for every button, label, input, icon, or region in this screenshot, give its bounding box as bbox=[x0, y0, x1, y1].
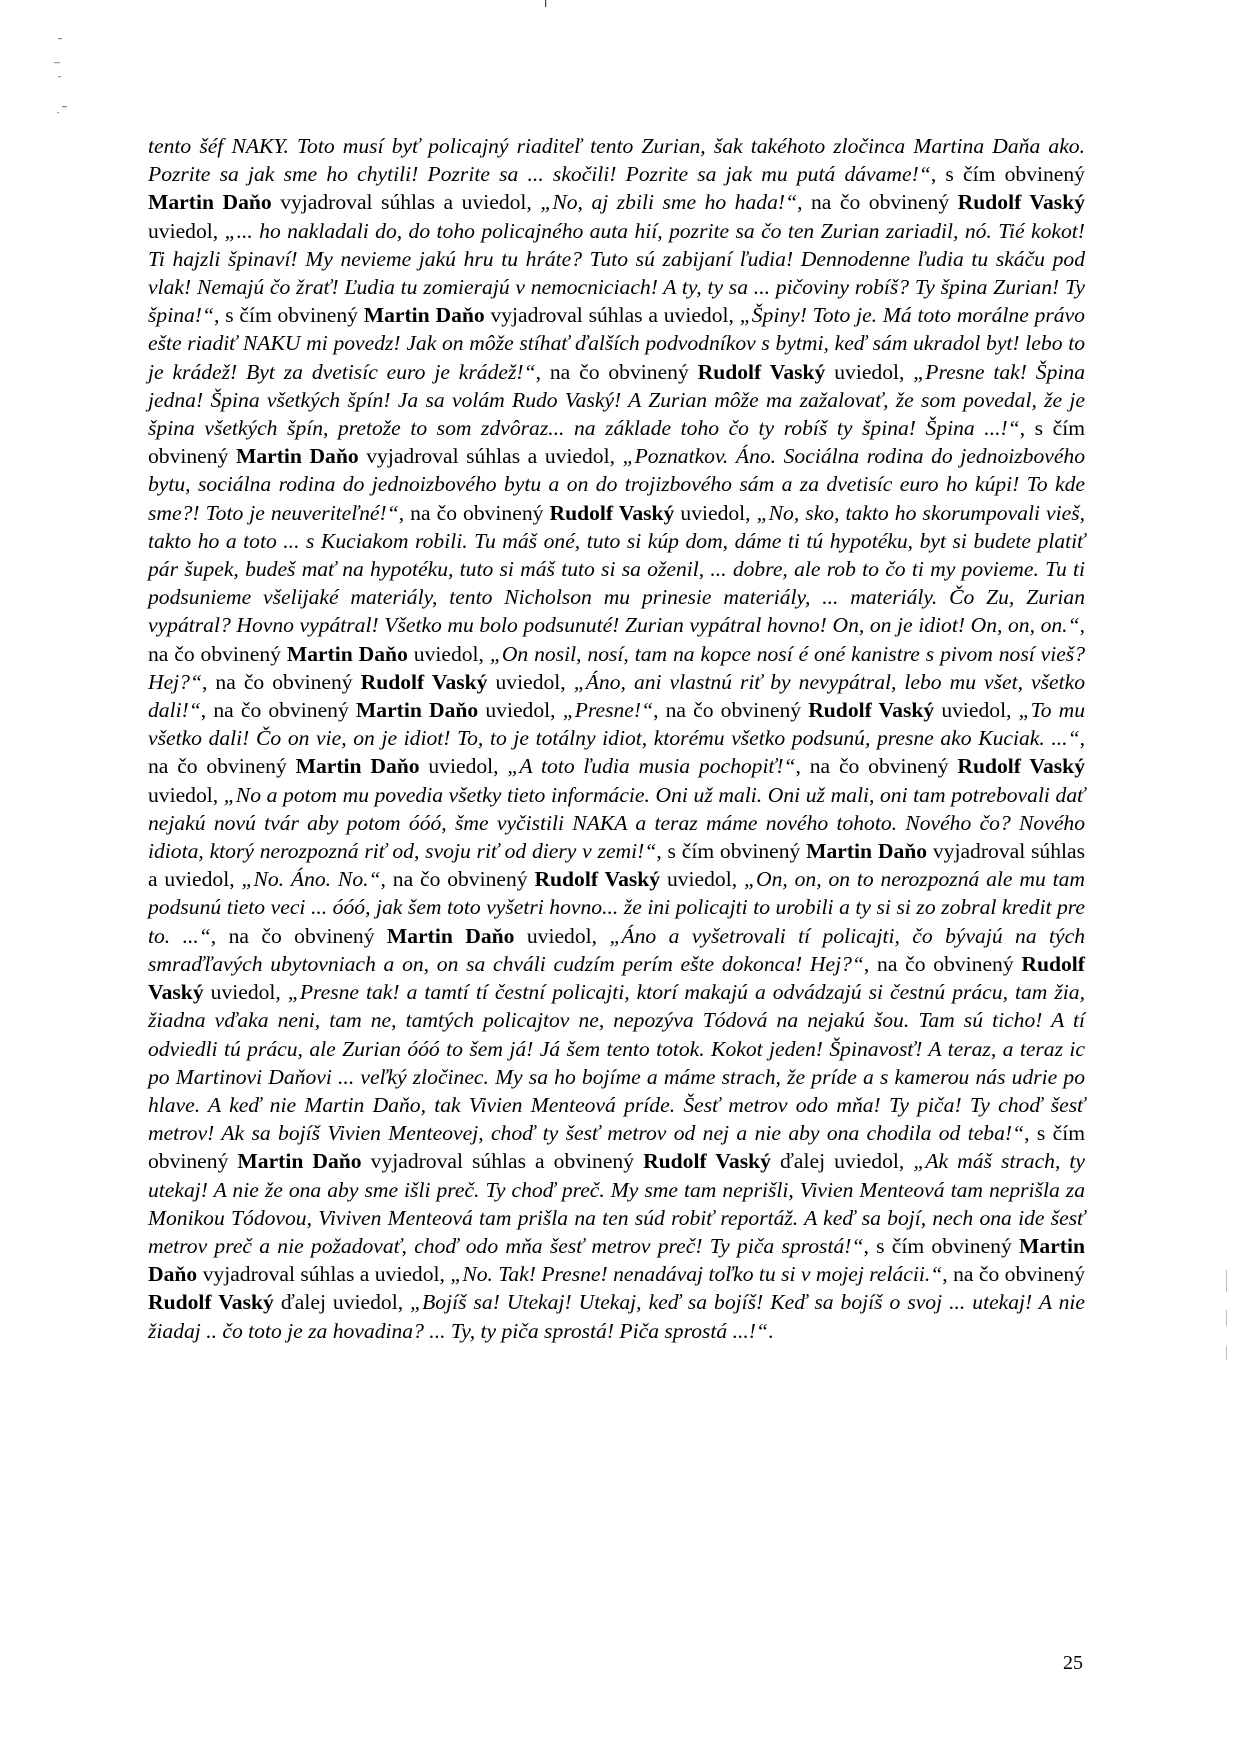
quoted-speech: „... ho nakladali do, do toho policajného auta hií, pozrite sa čo ten Zurian zariadil, nó. Tié kokot! Ti hajzli špinaví! My nevieme jakú hru tu hráte? Tuto sú zabijaní ľudia! Dennodenne ľudia tu skáču pod vlak! Nemajú čo žrať! Ľudia tu zomierajú v nemocniciach! A ty, ty sa ... pičoviny robíš? Ty špina Zurian! Ty špina!“ bbox=[148, 218, 1085, 328]
quoted-speech: „Bojíš sa! Utekaj! Utekaj, keď sa bojíš! Keď sa bojíš o svoj ... utekaj! A nie žiadaj .. čo toto je za hovadina? ... Ty, ty piča sprostá! Piča sprostá ...!“ bbox=[148, 1290, 1085, 1343]
quoted-speech: „On nosil, nosí, tam na kopce nosí é oné kanistre s pivom nosí vieš? Hej?“ bbox=[148, 641, 1085, 694]
narration-text: vyjadroval súhlas a uviedol, bbox=[197, 1262, 451, 1287]
quoted-speech: „No a potom mu povedia všetky tieto informácie. Oni už mali. Oni už mali, oni tam potrebovali dať nejakú novú tvár aby potom óóó, šme vyčistili NAKA a teraz máme nového tohoto. Nového čo? Nového idiota, ktorý nerozpozná riť od, svoju riť od diery v zemi!“ bbox=[148, 782, 1086, 864]
narration-text: uviedol, bbox=[203, 980, 288, 1005]
defendant-name: Rudolf Vaský bbox=[360, 669, 488, 694]
quoted-speech: „A toto ľudia musia pochopiť!“ bbox=[507, 754, 796, 779]
quoted-speech: „No. Tak! Presne! nenadávaj toľko tu si v mojej relácii.“ bbox=[450, 1262, 943, 1287]
narration-text: vyjadroval súhlas a uviedol, bbox=[484, 303, 740, 328]
quoted-speech: „No, sko, takto ho skorumpovali vieš, takto ho a toto ... s Kuciakom robili. Tu máš oné, tuto si kúp dom, dáme ti tú hypotéku, byt si budete platiť pár šupek, budeš mať na hypotéku, tuto si máš tuto si sa oženil, ... dobre, ale rob to čo ti my povieme. Tu ti podsunieme všelijaké materiály, tento Nicholson mu prinesie materiály, ... materiály. Čo Zu, Zurian vypátral? Hovno vypátral! Všetko mu bolo podsunuté! Zurian vypátral hovno! On, on je idiot! On, on, on.“ bbox=[148, 500, 1085, 638]
narration-text: , na čo obvinený bbox=[380, 867, 535, 892]
narration-text: , s čím obvinený bbox=[148, 1121, 1085, 1174]
narration-text: uviedol, bbox=[660, 867, 744, 892]
quoted-speech: „Presne tak! Špina jedna! Špina všetkých špín! Ja sa volám Rudo Vaský! A Zurian môže ma zažalovať, že som povedal, že je špina všetkých špín, pretože to som zdvôraz... na základe toho čo ty robíš ty špina! Špina ...!“ bbox=[148, 359, 1085, 441]
narration-text: ďalej uviedol, bbox=[273, 1290, 411, 1315]
quoted-speech: „Ak máš strach, ty utekaj! A nie že ona aby sme išli preč. Ty choď preč. My sme tam neprišli, Vivien Menteová tam neprišla za Monikou Tódovou, Viviven Menteová tam prišla na ten súd robiť reportáž. A keď sa bojí, nech ona ide šesť metrov preč a nie požadovať, choď odo mňa šesť metrov preč! Ty piča sprostá!“ bbox=[148, 1149, 1085, 1258]
quoted-speech: „No. Áno. No.“ bbox=[241, 867, 381, 892]
quoted-speech: „Presne tak! a tamtí tí čestní policajti, ktorí makajú a odvádzajú si čestnú prácu, tam žia, žiadna vďaka neni, tam ne, tamtých policajtov ne, nepozýva Tódová na nejakú šou. Tam sú ticho! A tí odviedli tú prácu, ale Zurian óóó to šem já! Já šem tento totok. Kokot jeden! Špinavosť! A teraz, a teraz ic po Martinovi Daňovi ... veľký zločinec. My sa ho bojíme a máme strach, že príde a s kamerou nás udrie po hlave. A keď nie Martin Daňo, tak Vivien Menteová príde. Šesť metrov odo mňa! Ty piča! Ty choď šesť metrov! Ak sa bojíš Vivien Menteovej, choď ty šesť metrov od nej a nie aby ona chodila od teba!“ bbox=[148, 980, 1085, 1146]
narration-text: , s čím obvinený bbox=[214, 303, 364, 328]
quoted-speech: „On, on, on to nerozpozná ale mu tam podsunú tieto veci ... óóó, jak šem toto vyšetri hovno... že ini policajti to urobili a ty si si zo zobral kredit pre to. ...“ bbox=[148, 867, 1085, 948]
defendant-name: Martin Daňo bbox=[237, 1149, 362, 1174]
narration-text: , na čo obvinený bbox=[210, 923, 387, 948]
defendant-name: Martin Daňo bbox=[363, 303, 485, 328]
narration-text: vyjadroval súhlas a uviedol, bbox=[271, 190, 541, 215]
narration-text: , na čo obvinený bbox=[653, 698, 809, 723]
narration-text: uviedol, bbox=[478, 698, 563, 723]
defendant-name: Rudolf Vaský bbox=[148, 1290, 274, 1315]
quoted-speech: „Poznatkov. Áno. Sociálna rodina do jednoizbového bytu, sociálna rodina do jednoizbového bytu a on do trojizbového sám a za dvetisíc euro ho kúpi! To kde sme?! Toto je neuveriteľné!“ bbox=[148, 444, 1086, 525]
defendant-name: Martin Daňo bbox=[286, 641, 408, 666]
defendant-name: Martin Daňo bbox=[148, 1233, 1085, 1287]
defendant-name: Martin Daňo bbox=[235, 444, 359, 469]
narration-text: uviedol, bbox=[148, 782, 224, 807]
narration-text: vyjadroval súhlas a uviedol, bbox=[358, 444, 623, 469]
narration-text: vyjadroval súhlas a obvinený bbox=[361, 1149, 644, 1174]
narration-text: uviedol, bbox=[674, 500, 757, 525]
defendant-name: Rudolf Vaský bbox=[148, 951, 1085, 1005]
defendant-name: Martin Daňo bbox=[355, 698, 479, 723]
narration-text: , na čo obvinený bbox=[863, 951, 1022, 976]
quoted-speech: „Áno, ani vlastnú riť by nevypátral, lebo mu všet, všetko dali!“ bbox=[148, 669, 1085, 723]
defendant-name: Rudolf Vaský bbox=[549, 500, 675, 525]
body-paragraph bbox=[148, 132, 1085, 1345]
narration-text: vyjadroval súhlas a uviedol, bbox=[148, 839, 1085, 892]
narration-text: uviedol, bbox=[419, 754, 508, 779]
narration-text: uviedol, bbox=[825, 359, 914, 384]
narration-text: uviedol, bbox=[514, 923, 610, 948]
narration-text: , s čím obvinený bbox=[656, 839, 807, 864]
narration-text: uviedol, bbox=[487, 669, 574, 694]
defendant-name: Martin Daňo bbox=[148, 190, 272, 215]
quoted-speech: „Presne!“ bbox=[562, 698, 654, 723]
defendant-name: Rudolf Vaský bbox=[643, 1149, 771, 1174]
narration-text: , na čo obvinený bbox=[148, 613, 1085, 666]
quoted-speech: „Áno a vyšetrovali tí policajti, čo bývajú na tých smraďľavých ubytovniach a on, on sa chváli cudzím perím ešte dokonca! Hej?“ bbox=[148, 923, 1085, 976]
narration-text: , s čím obvinený bbox=[930, 162, 1085, 187]
narration-text: , na čo obvinený bbox=[200, 698, 356, 723]
narration-text: uviedol, bbox=[934, 698, 1019, 723]
quoted-speech: tento šéf NAKY. Toto musí byť policajný riaditeľ tento Zurian, šak takéhoto zločinca Martina Daňa ako. Pozrite sa jak sme ho chytili! Pozrite sa ... skočili! Pozrite sa jak mu putá dávame!“ bbox=[148, 134, 1085, 187]
defendant-name: Martin Daňo bbox=[295, 754, 420, 779]
defendant-name: Martin Daňo bbox=[386, 923, 515, 948]
quoted-speech: „To mu všetko dali! Čo on vie, on je idiot! To, to je totálny idiot, ktorému všetko podsunú, presne ako Kuciak. ...“ bbox=[148, 698, 1086, 751]
narration-text: , na čo obvinený bbox=[398, 500, 550, 525]
narration-text: ďalej uviedol, bbox=[770, 1149, 914, 1174]
narration-text: uviedol, bbox=[407, 641, 490, 666]
defendant-name: Martin Daňo bbox=[806, 839, 928, 864]
defendant-name: Rudolf Vaský bbox=[808, 698, 935, 723]
defendant-name: Rudolf Vaský bbox=[697, 359, 826, 384]
narration-text: , s čím obvinený bbox=[863, 1233, 1020, 1258]
narration-text: uviedol, bbox=[148, 218, 225, 243]
document-body bbox=[148, 132, 1085, 1345]
narration-text: , na čo obvinený bbox=[795, 754, 958, 779]
narration-text: , s čím obvinený bbox=[148, 416, 1085, 469]
narration-text: , na čo obvinený bbox=[148, 726, 1085, 779]
narration-text: , na čo obvinený bbox=[942, 1262, 1086, 1287]
defendant-name: Rudolf Vaský bbox=[534, 867, 661, 892]
narration-text: . bbox=[768, 1318, 774, 1343]
page-number: 25 bbox=[1063, 1652, 1083, 1674]
quoted-speech: „No, aj zbili sme ho hada!“ bbox=[540, 190, 798, 215]
narration-text: , na čo obvinený bbox=[535, 359, 698, 384]
quoted-speech: „Špiny! Toto je. Má toto morálne právo ešte riadiť NAKU mi povedz! Jak on môže stíhať ďalších podvodníkov s bytmi, keď sám ukradol byt! lebo to je krádež! Byt za dvetisíc euro je krádež!“ bbox=[148, 303, 1085, 384]
narration-text: , na čo obvinený bbox=[797, 190, 958, 215]
defendant-name: Rudolf Vaský bbox=[957, 754, 1085, 779]
narration-text: , na čo obvinený bbox=[201, 669, 361, 694]
defendant-name: Rudolf Vaský bbox=[957, 190, 1085, 215]
